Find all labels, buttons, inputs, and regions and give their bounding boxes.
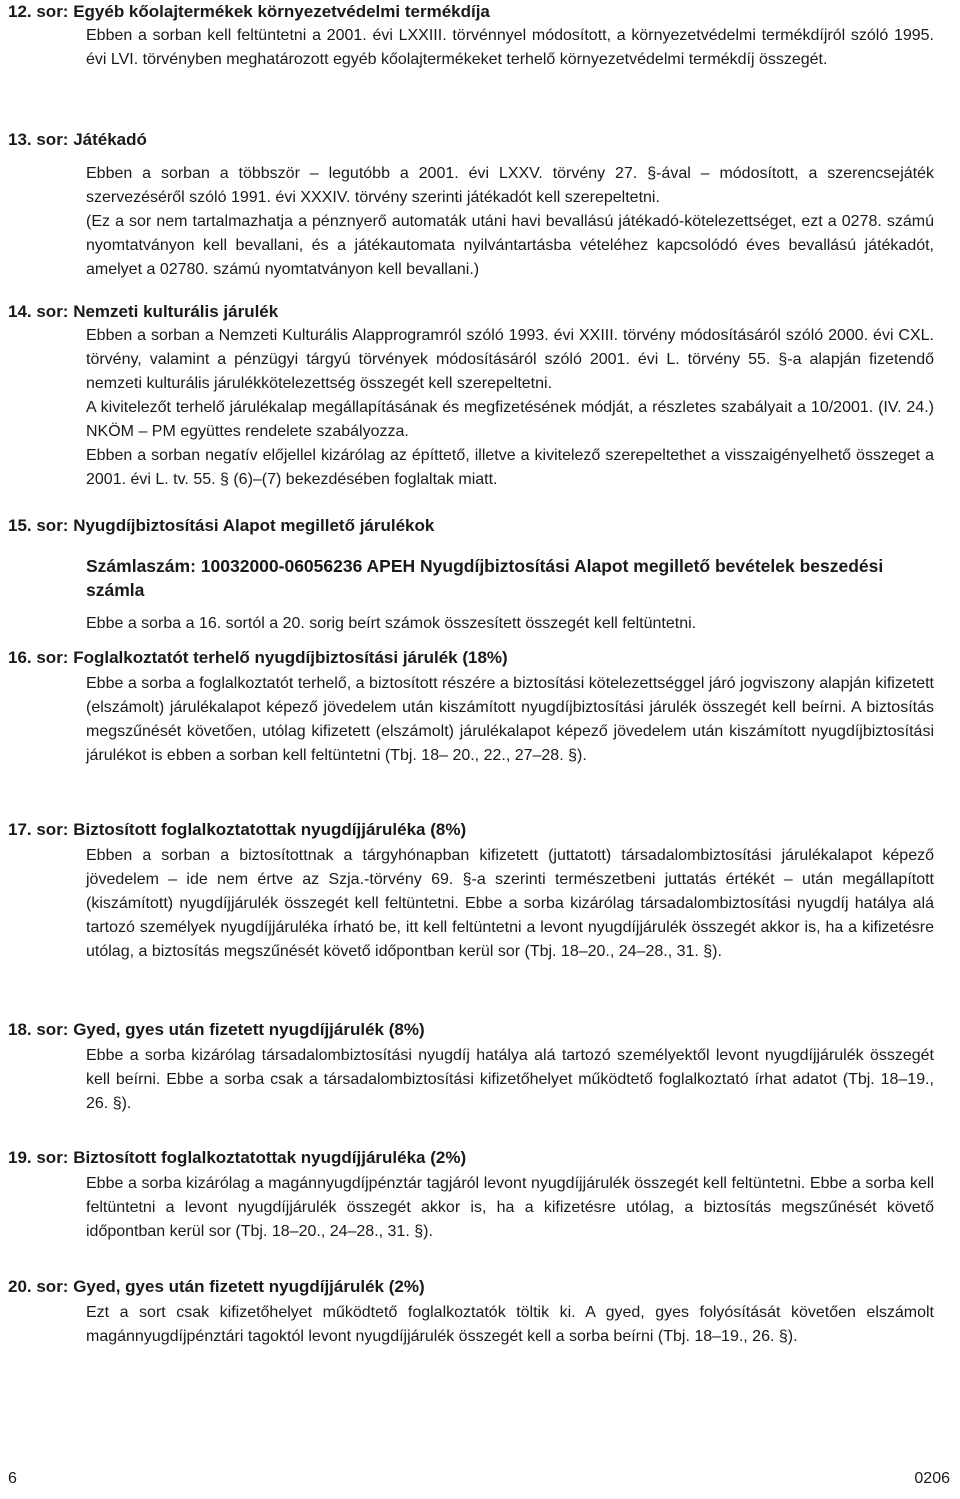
section-heading: 20. sor: Gyed, gyes után fizetett nyugdíjjárulék (2%) <box>8 1277 425 1296</box>
section-body <box>0 24 960 72</box>
section-row-13 <box>0 128 960 282</box>
section-row-14 <box>0 300 960 492</box>
section-body <box>0 672 960 768</box>
section-heading: 18. sor: Gyed, gyes után fizetett nyugdíjjárulék (8%) <box>8 1020 425 1039</box>
section-heading: 19. sor: Biztosított foglalkoztatottak nyugdíjjáruléka (2%) <box>8 1148 467 1167</box>
section-heading: 12. sor: Egyéb kőolajtermékek környezetvédelmi termékdíja <box>8 2 490 21</box>
paragraph: (Ez a sor nem tartalmazhatja a pénznyerő automaták utáni havi bevallású játékadó-kötelezettséget, ezt a 0278. számú nyomtatványon kell bevallani, és a játékautomata nyilvántartásba vételéhez kapcsolódó éves bevallású játékadót, amelyet a 02780. számú nyomtatványon kell bevallani.) <box>86 213 934 278</box>
paragraph: Ebbe a sorba kizárólag a magánnyugdíjpénztár tagjáról levont nyugdíjjárulék összegét kell feltüntetni. Ebbe a sorba kell feltüntetni a levont nyugdíjjárulék összegét akkor is, ha a kifizetésre utólag, a biztosítás megszűnését követő időpontban kerül sor (Tbj. 18–20., 24–28., 31. §). <box>86 1175 934 1240</box>
section-row-15 <box>0 514 960 636</box>
section-row-19 <box>0 1146 960 1244</box>
paragraph: Ebben a sorban negatív előjellel kizárólag az építtető, illetve a kivitelező szerepeltethet a visszaigényelhető összeget a 2001. évi L. tv. 55. § (6)–(7) bekezdésében foglaltak miatt. <box>86 447 934 488</box>
section-body <box>0 162 960 282</box>
paragraph: Ebbe a sorba a foglalkoztatót terhelő, a biztosított részére a biztosítási kötelezettséggel járó jogviszony alapján kifizetett (elszámolt) járulékalapot képező jövedelem után kiszámított nyugdíjbiztosítási járulék összegét kell beírni. A biztosítás megszűnését követően, utólag kifizetett (elszámolt) járulékalapot képező jövedelem után kiszámított nyugdíjbiztosítási járulékot is ebben a sorban kell feltüntetni (Tbj. 18– 20., 22., 27–28. §). <box>86 675 934 764</box>
section-row-20 <box>0 1275 960 1349</box>
section-body <box>0 324 960 492</box>
section-row-12 <box>0 0 960 72</box>
section-body <box>0 612 960 636</box>
section-heading: 15. sor: Nyugdíjbiztosítási Alapot megillető járulékok <box>8 516 435 535</box>
paragraph: A kivitelezőt terhelő járulékalap megállapításának és megfizetésének módját, a részletes szabályait a 10/2001. (IV. 24.) NKÖM – PM együttes rendelete szabályozza. <box>86 399 934 440</box>
section-body <box>0 1301 960 1349</box>
paragraph: Ebben a sorban a Nemzeti Kulturális Alapprogramról szóló 1993. évi XXIII. törvény módosításáról szóló 2000. évi CXL. törvény, valamint a pénzügyi tárgyú törvények módosításáról szóló 2001. évi L. törvény 55. §-a alapján fizetendő nemzeti kulturális járulékkötelezettség összegét kell szerepeltetni. <box>86 327 934 392</box>
page-number: 6 <box>8 1470 17 1487</box>
form-code: 0206 <box>914 1470 950 1487</box>
paragraph: Ebbe a sorba kizárólag társadalombiztosítási nyugdíj hatálya alá tartozó személyektől levont nyugdíjjárulék összegét kell beírni. Ebbe a sorba csak a társadalombiztosítási kifizetőhelyet működtető foglalkoztató írhat adatot (Tbj. 18–19., 26. §). <box>86 1047 934 1112</box>
section-heading: 13. sor: Játékadó <box>8 130 147 149</box>
section-body <box>0 1044 960 1116</box>
section-row-16 <box>0 646 960 768</box>
section-body <box>0 1172 960 1244</box>
paragraph: Ebben a sorban a többször – legutóbb a 2001. évi LXXV. törvény 27. §-ával – módosított, a szerencsejáték szervezéséről szóló 1991. évi XXXIV. törvény szerinti játékadót kell szerepeltetni. <box>86 165 934 206</box>
section-heading: 14. sor: Nemzeti kulturális járulék <box>8 302 279 321</box>
paragraph: Ebbe a sorba a 16. sortól a 20. sorig beírt számok összesített összegét kell feltüntetni. <box>86 615 697 632</box>
section-heading: 16. sor: Foglalkoztatót terhelő nyugdíjbiztosítási járulék (18%) <box>8 648 508 667</box>
section-row-18 <box>0 1018 960 1116</box>
account-number: Számlaszám: 10032000-06056236 APEH Nyugdíjbiztosítási Alapot megillető bevételek beszedési számla <box>86 556 884 600</box>
paragraph: Ebben a sorban kell feltüntetni a 2001. évi LXXIII. törvénnyel módosított, a környezetvédelmi termékdíjról szóló 1995. évi LVI. törvényben meghatározott egyéb kőolajtermékeket terhelő környezetvédelmi termékdíj összegét. <box>86 27 934 68</box>
section-row-17 <box>0 818 960 964</box>
section-heading: 17. sor: Biztosított foglalkoztatottak nyugdíjjáruléka (8%) <box>8 820 467 839</box>
paragraph: Ezt a sort csak kifizetőhelyet működtető foglalkoztatók töltik ki. A gyed, gyes folyósítását követően elszámolt magánnyugdíjpénztári tagoktól levont nyugdíjjárulék összegét kell a sorba beírni (Tbj. 18–19., 26. §). <box>86 1304 934 1345</box>
paragraph: Ebben a sorban a biztosítottnak a tárgyhónapban kifizetett (juttatott) társadalombiztosítási járulékalapot képező jövedelem – ide nem értve az Szja.-törvény 69. §-a szerinti természetbeni juttatás értékét – után megállapított (kiszámított) nyugdíjjárulék összegét kell feltüntetni. Ebbe a sorba kizárólag társadalombiztosítási nyugdíj hatálya alá tartozó személyek nyugdíjjáruléka írható be, itt kell feltüntetni a levont nyugdíjjárulék összegét akkor is, ha a kifizetésre utólag, a biztosítás megszűnését követő időpontban kerül sor (Tbj. 18–20., 24–28., 31. §). <box>86 847 934 960</box>
section-body <box>0 844 960 964</box>
